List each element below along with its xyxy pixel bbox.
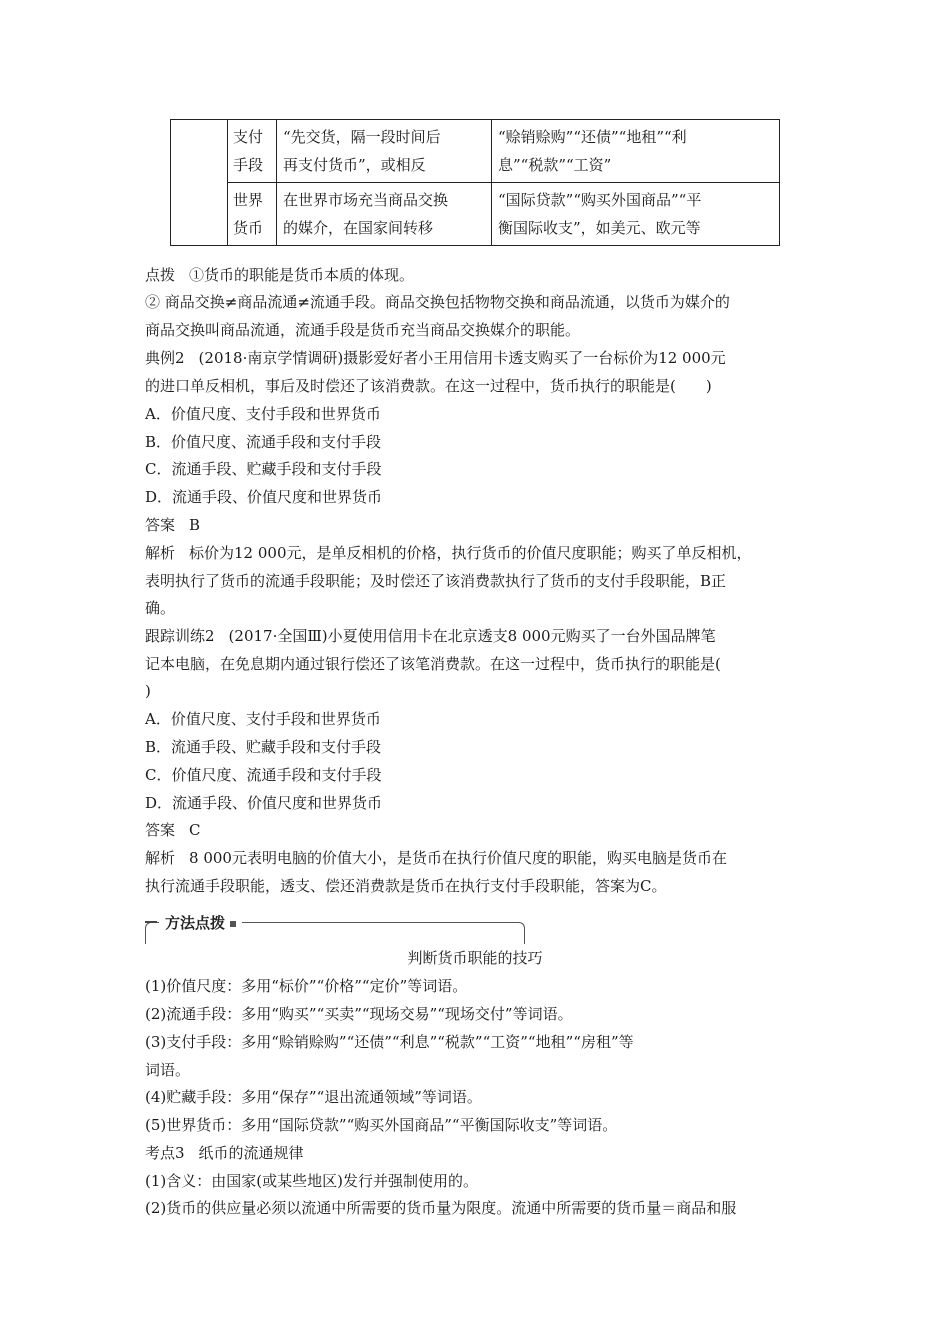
point-line: (2)货币的供应量必须以流通中所需要的货币量为限度。流通中所需要的货币量＝商品和服 [145,1199,737,1217]
method-item: 词语。 [145,1061,191,1079]
example-label: 典例2 [145,349,185,367]
cell-text: 衡国际收支”，如美元、欧元等 [498,219,701,237]
answer-value: C [189,821,201,839]
option-d: D．流通手段、价值尺度和世界货币 [145,794,383,812]
example-question-cont: 的进口单反相机，事后及时偿还了该消费款。在这一过程中，货币执行的职能是( ) [145,377,712,395]
cell-text: 息”“税款”“工资” [498,156,612,174]
header-dash [145,921,157,923]
analysis-line [145,541,752,565]
cell-text: 世界 [233,191,264,209]
option-a: A．价值尺度、支付手段和世界货币 [145,405,381,423]
point-label: 考点3 [145,1144,185,1162]
analysis-line: 确。 [145,599,176,617]
function-name-cell [228,120,277,183]
training-question-cont: 记本电脑，在免息期内通过银行偿还了该笔消费款。在这一过程中，货币执行的职能是( [145,655,721,673]
option-b: B．流通手段、贮藏手段和支付手段 [145,738,382,756]
answer-value: B [189,516,201,534]
method-item: (2)流通手段：多用“购买”“买卖”“现场交易”“现场交付”等词语。 [145,1005,573,1023]
training-question-cont: ) [145,682,151,700]
tip-line: 商品交换叫商品流通，流通手段是货币充当商品交换媒介的职能。 [145,321,581,339]
answer-label: 答案 [145,516,176,534]
method-title: 判断货币职能的技巧 [407,949,543,967]
tip-text: ①货币的职能是货币本质的体现。 [189,266,415,284]
point-line: (1)含义：由国家(或某些地区)发行并强制使用的。 [145,1172,478,1190]
method-item: (5)世界货币：多用“国际贷款”“购买外国商品”“平衡国际收支”等词语。 [145,1116,618,1134]
square-icon [230,921,236,927]
analysis-text: 标价为12 000元，是单反相机的价格，执行货币的价值尺度职能；购买了单反相机， [189,544,752,562]
table-row [171,120,780,183]
table-merged-cell [171,120,228,246]
answer-line [145,818,201,842]
analysis-label: 解析 [145,544,176,562]
training-label: 跟踪训练2 [145,627,215,645]
cell-text: 货币 [233,219,264,237]
method-header [145,914,525,944]
tip-line: ② 商品交换≠商品流通≠流通手段。商品交换包括物物交换和商品流通，以货币为媒介的 [145,293,730,311]
point-title: 纸币的流通规律 [198,1144,304,1162]
function-desc-cell [277,183,492,246]
method-item: (3)支付手段：多用“赊销赊购”“还债”“利息”“税款”“工资”“地租”“房租”等 [145,1033,634,1051]
cell-text: 手段 [233,156,264,174]
tip-line [145,263,414,287]
option-d: D．流通手段、价值尺度和世界货币 [145,488,383,506]
cell-text: 在世界市场充当商品交换 [283,191,449,209]
method-tag-label: 方法点拨 [165,914,226,932]
analysis-line [145,846,727,870]
analysis-label: 解析 [145,849,176,867]
option-c: C．价值尺度、流通手段和支付手段 [145,766,382,784]
cell-text: “先交货，隔一段时间后 [283,128,441,146]
analysis-text: 8 000元表明电脑的价值大小，是货币在执行价值尺度的职能，购买电脑是货币在 [189,849,727,867]
tip-label: 点拨 [145,266,176,284]
option-a: A．价值尺度、支付手段和世界货币 [145,710,381,728]
answer-label: 答案 [145,821,176,839]
function-keywords-cell [492,120,780,183]
example-question [145,346,726,370]
method-item: (1)价值尺度：多用“标价”“价格”“定价”等词语。 [145,977,468,995]
analysis-line: 执行流通手段职能，透支、偿还消费款是货币在执行支付手段职能，答案为C。 [145,877,667,895]
table-row [171,183,780,246]
question-text: (2018·南京学情调研)摄影爱好者小王用信用卡透支购买了一台标价为12 000元 [198,349,726,367]
cell-text: 支付 [233,128,264,146]
cell-text: 再支付货币”，或相反 [283,156,426,174]
method-item: (4)贮藏手段：多用“保存”“退出流通领域”等词语。 [145,1088,482,1106]
function-keywords-cell [492,183,780,246]
option-b: B．价值尺度、流通手段和支付手段 [145,433,382,451]
function-name-cell [228,183,277,246]
cell-text: 的媒介，在国家间转移 [283,219,434,237]
money-function-table [170,119,780,246]
answer-line [145,513,200,537]
cell-text: “国际贷款”“购买外国商品”“平 [498,191,702,209]
analysis-line: 表明执行了货币的流通手段职能；及时偿还了该消费款执行了货币的支付手段职能，B正 [145,572,727,590]
training-question [145,624,716,648]
function-desc-cell [277,120,492,183]
option-c: C．流通手段、贮藏手段和支付手段 [145,460,382,478]
point-heading [145,1141,304,1165]
cell-text: “赊销赊购”“还债”“地租”“利 [498,128,687,146]
method-tag [159,912,242,934]
question-text: (2017·全国Ⅲ)小夏使用信用卡在北京透支8 000元购买了一台外国品牌笔 [228,627,716,645]
